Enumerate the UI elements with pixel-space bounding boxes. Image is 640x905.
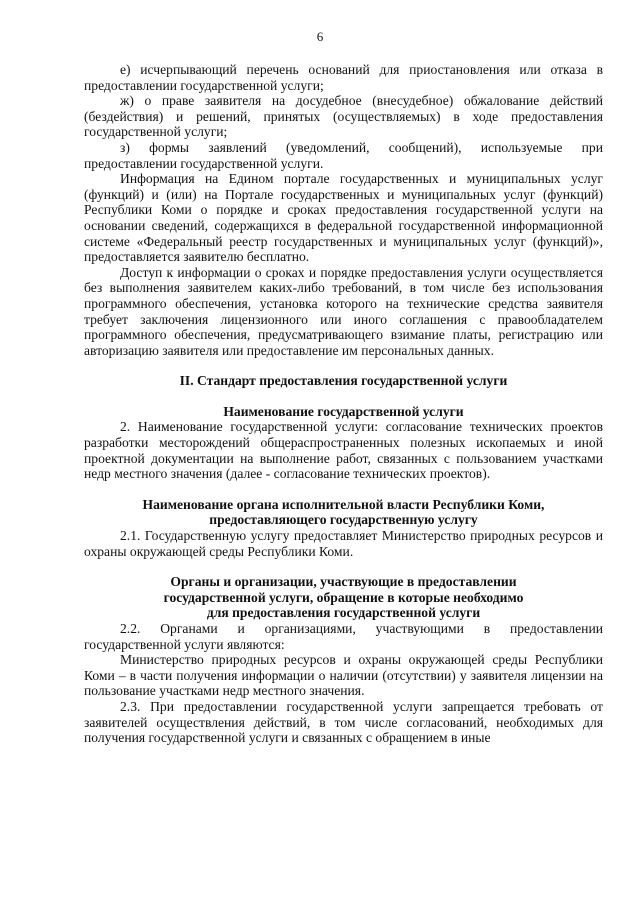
paragraph-2-1: 2.1. Государственную услугу предоставляет Министерство природных ресурсов и охраны окружающей среды Республики Коми. [84,528,603,559]
heading-service-name: Наименование государственной услуги [223,403,464,419]
paragraph-portal-info: Информация на Едином портале государственных и муниципальных услуг (функций) и (или) на Портале государственных и муниципальных услуг (функций) Республики Коми о порядке и сроках предоставления государственной услуги на основании сведений, содержащихся в федеральной государственной информационной системе «Федеральный реестр государственных и муниципальных услуг (функций)», предоставляется заявителю бесплатно. [84,171,603,265]
paragraph-zh: ж) о праве заявителя на досудебное (внесудебное) обжалование действий (бездействия) и решений, принятых (осуществляемых) в ходе предоставления государственной услуги; [84,93,603,140]
paragraph-2: 2. Наименование государственной услуги: согласование технических проектов разработки месторождений общераспространенных полезных ископаемых и иной проектной документации на выполнение работ, связанных с пользованием участками недр местного значения (далее - согласование технических проектов). [84,419,603,482]
heading-executive-body-line1: Наименование органа исполнительной власти Республики Коми, [142,496,545,512]
heading-executive-body [84,497,603,528]
section-title: II. Стандарт предоставления государственной услуги [179,373,508,389]
page-number: 6 [316,29,324,44]
paragraph-2-2-ministry: Министерство природных ресурсов и охраны окружающей среды Республики Коми – в части получения информации о наличии (отсутствии) у заявителя лицензии на пользование участками недр местного значения. [84,652,603,699]
paragraph-access-info: Доступ к информации о сроках и порядке предоставления услуги осуществляется без выполнения заявителем каких-либо требований, в том числе без использования программного обеспечения, установка которого на технические средства заявителя требует заключения лицензионного или иного соглашения с правообладателем программного обеспечения, предусматривающего взимание платы, регистрацию или авторизацию заявителя или предоставление им персональных данных. [84,264,603,358]
heading-participating-bodies-line3: для предоставления государственной услуги [206,605,481,621]
heading-participating-bodies [84,574,603,621]
heading-executive-body-line2: предоставляющего государственную услугу [209,512,478,528]
document-body [84,62,603,746]
heading-participating-bodies-line2: государственной услуги, обращение в которые необходимо [163,589,524,605]
paragraph-z: з) формы заявлений (уведомлений, сообщений), используемые при предоставлении государственной услуги. [84,139,603,171]
paragraph-e: е) исчерпывающий перечень оснований для приостановления или отказа в предоставлении государственной услуги; [84,62,603,93]
heading-participating-bodies-line1: Органы и организации, участвующие в предоставлении [170,574,517,590]
paragraph-2-3: 2.3. При предоставлении государственной услуги запрещается требовать от заявителей осуществления действий, в том числе согласований, необходимых для получения государственной услуги и связанных с обращением в иные [84,698,603,746]
paragraph-2-2: 2.2. Органами и организациями, участвующими в предоставлении государственной услуги являются: [84,621,603,652]
